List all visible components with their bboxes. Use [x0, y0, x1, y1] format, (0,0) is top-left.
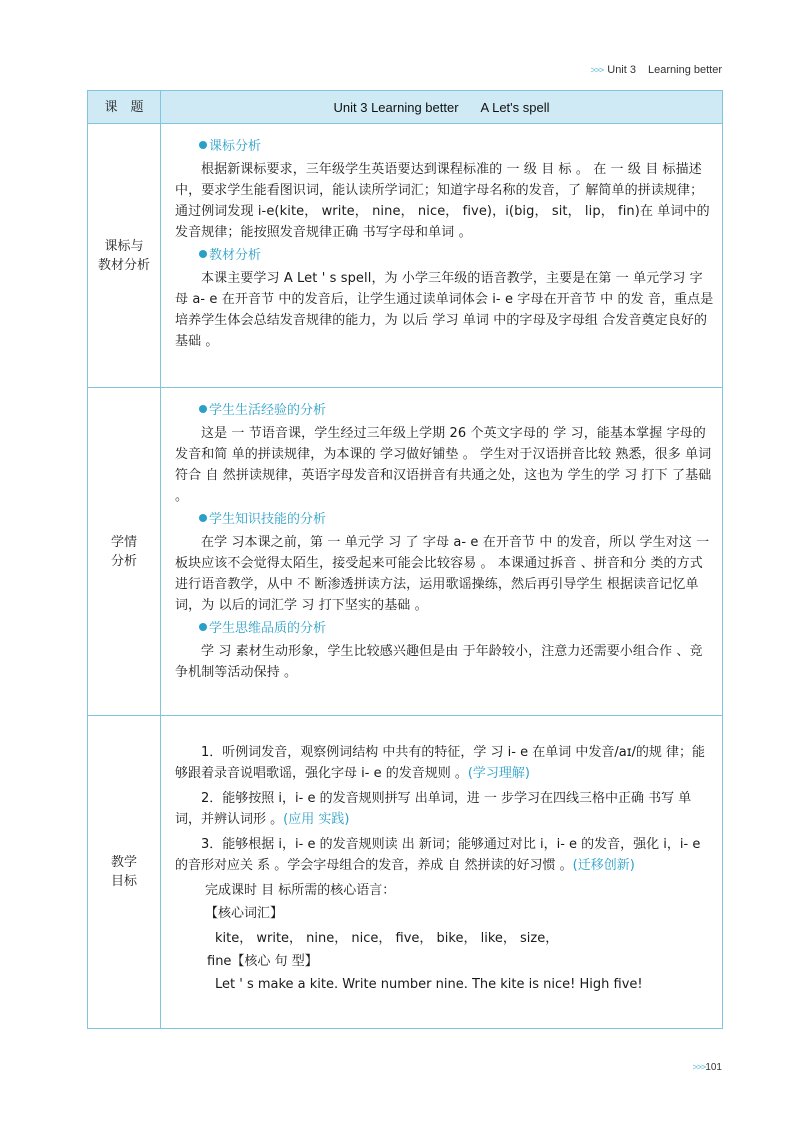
bullet-icon — [199, 141, 207, 149]
objectives-label — [88, 716, 161, 1029]
header-unit: Unit 3 — [607, 64, 636, 76]
paragraph: 根据新课标要求，三年级学生英语要达到课程标准的 一 级 目 标 。 在 一 级 目 标描述中，要求学生能看图识词，能认读所学词汇；知道字母名称的发音，了 解简单的拼读规律；通过例词发现 i-e(kite， write， nine， nice， five)，i(big， sit， lip， fin)在 单词中的发音规律；能按照发音规律正确 书写字母和单词 。 — [175, 162, 710, 240]
lesson-title-part: A Let's spell — [480, 99, 550, 115]
bullet-icon — [199, 514, 207, 522]
arrow-glyph: >>> — [590, 65, 604, 75]
objective-item — [175, 834, 714, 876]
section-heading — [199, 400, 714, 421]
core-language-intro: 完成课时 目 标所需的核心语言： — [205, 883, 396, 898]
learner-row — [88, 388, 723, 716]
title-label: 课 题 — [88, 91, 161, 124]
header-topic: Learning better — [648, 64, 722, 76]
learner-label-line1: 学情 — [110, 534, 137, 550]
page-number — [693, 1062, 722, 1073]
paragraph: 本课主要学习 A Let ' s spell，为 小学三年级的语音教学，主要是在第 一 单元学习 字母 a- e 在开音节 中的发音后，让学生通过读单词体会 i- e 字母在开音节 中 的发 音，重点是培养学生体会总结发音规律的能力，为 以后 学习 单词 中的字母及字母组 合发音奠定良好的基础 。 — [175, 271, 714, 349]
curriculum-label — [88, 124, 161, 388]
vocab-line: kite， write， nine， nice， five， bike， like， size， — [215, 931, 559, 946]
running-header — [590, 64, 722, 76]
objective-tag: (学习理解) — [467, 766, 530, 781]
section-heading — [199, 245, 714, 266]
bullet-icon — [199, 623, 207, 631]
title-row — [88, 91, 723, 124]
bullet-icon — [199, 250, 207, 258]
heading-text: 学生知识技能的分析 — [209, 512, 327, 527]
vocab-heading: 【核心词汇】 — [205, 906, 284, 921]
lesson-plan-table — [87, 90, 723, 1029]
arrow-glyph: >>> — [692, 1062, 706, 1072]
heading-text: 课标分析 — [209, 139, 262, 154]
objectives-label-line1: 教学 — [110, 855, 137, 870]
vocab-line: fine【核心 句 型】 — [207, 954, 318, 969]
objective-item — [175, 742, 714, 784]
curriculum-row — [88, 124, 723, 388]
page-number-text: 101 — [705, 1062, 722, 1073]
curriculum-label-line2: 教材分析 — [97, 257, 150, 273]
paragraph: 在学 习本课之前，第 一 单元学 习 了 字母 a- e 在开音节 中 的发音，所以 学生对这 一 板块应该不会觉得太陌生，接受起来可能会比较容易 。 本课通过拆音 、拼音和分 类的方式进行语音教学，从中 不 断渗透拼读方法，运用歌谣操练，然后再引导学生 根据读音记忆单词，为 以后的词汇学 习 打下坚实的基础 。 — [175, 535, 710, 613]
objective-text: 1．听例词发音，观察例词结构 中共有的特征，学 习 i- e 在单词 中发音/aɪ/的规 律；能够跟着录音说唱歌谣，强化字母 i- e 的发音规则 。 — [175, 745, 706, 781]
objective-text: 3．能够根据 i，i- e 的发音规则读 出 新词；能够通过对比 i，i- e 的发音，强化 i，i- e 的音形对应关 系 。学会字母组合的发音，养成 自 然拼读的好习惯 。 — [175, 837, 701, 873]
learner-content — [161, 388, 723, 716]
paragraph: 学 习 素材生动形象，学生比较感兴趣但是由 于年龄较小，注意力还需要小组合作 、竞争机制等活动保持 。 — [175, 644, 703, 680]
objectives-content — [161, 716, 723, 1029]
section-heading — [199, 509, 714, 530]
objective-tag: (应用 实践) — [283, 812, 350, 827]
heading-text: 学生生活经验的分析 — [209, 403, 327, 418]
objective-tag: (迁移创新) — [572, 858, 635, 873]
objective-item — [175, 788, 714, 830]
paragraph: 这是 一 节语音课，学生经过三年级上学期 26 个英文字母的 学 习，能基本掌握 字母的发音和简 单的拼读规律，为本课的 学习做好铺垫 。 学生对于汉语拼音比较 熟悉，很多 单词符合 自 然拼读规律，英语字母发音和汉语拼音有共通之处，这也为 学生的学 习 打下 了基础 。 — [175, 426, 712, 504]
objectives-label-line2: 目标 — [110, 874, 137, 889]
objectives-row — [88, 716, 723, 1029]
heading-text: 教材分析 — [209, 248, 262, 263]
learner-label — [88, 388, 161, 716]
lesson-title — [161, 91, 723, 124]
heading-text: 学生思维品质的分析 — [209, 621, 327, 636]
objective-text: 2．能够按照 i，i- e 的发音规则拼写 出单词，进 一 步学习在四线三格中正确 书写 单词，并辨认词形 。 — [175, 791, 692, 827]
curriculum-content — [161, 124, 723, 388]
section-heading — [199, 618, 714, 639]
learner-label-line2: 分析 — [110, 553, 137, 569]
lesson-title-unit: Unit 3 Learning better — [333, 99, 459, 115]
bullet-icon — [199, 405, 207, 413]
section-heading — [199, 136, 714, 157]
core-sentences: Let ' s make a kite. Write number nine. The kite is nice! High five! — [215, 977, 643, 992]
curriculum-label-line1: 课标与 — [104, 238, 144, 254]
